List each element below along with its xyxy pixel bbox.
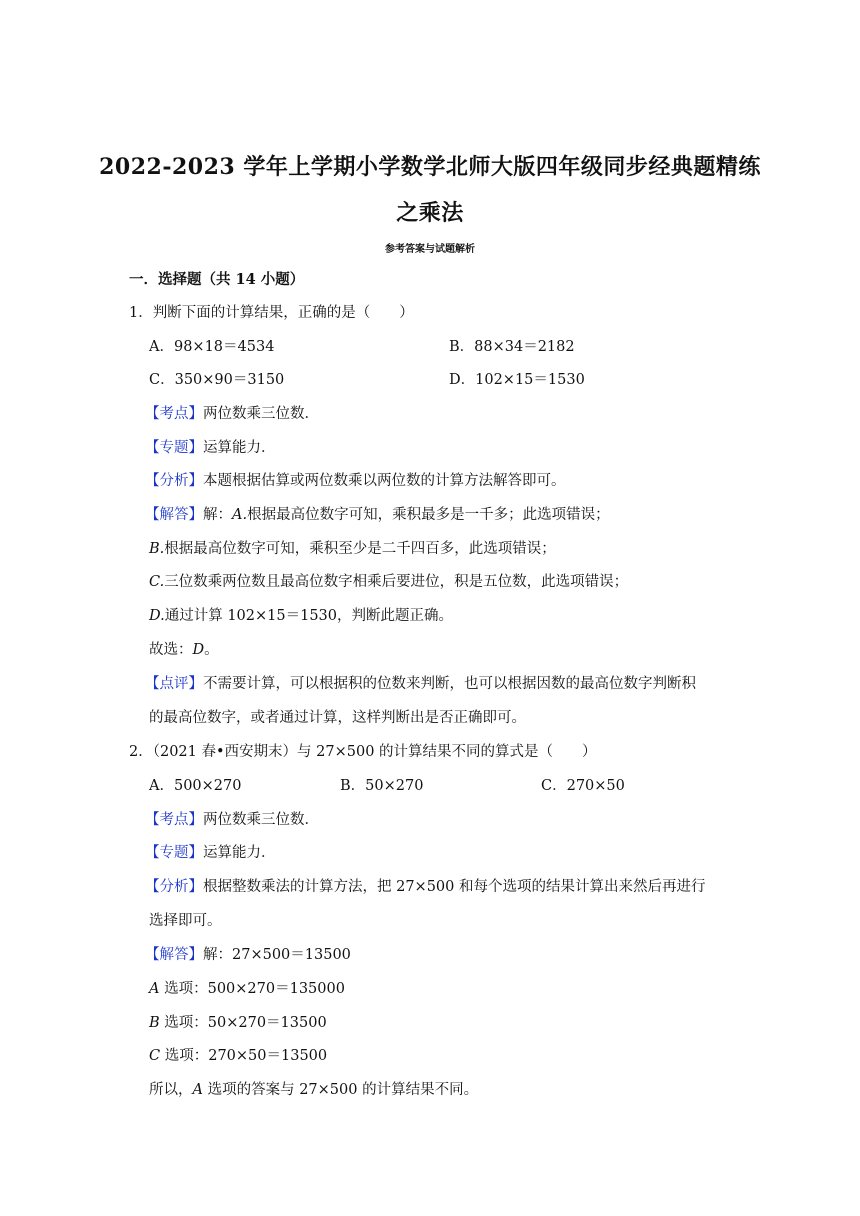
choice-letter: D bbox=[192, 642, 205, 658]
kaodian-text: 两位数乘三位数． bbox=[203, 812, 319, 828]
question-2-option-b: B．50×270 bbox=[340, 778, 424, 794]
reason-d-text: 通过计算 102×15＝1530，判断此题正确。 bbox=[164, 608, 454, 624]
jieda-tag: 【解答】 bbox=[145, 507, 203, 523]
question-1-reason-b bbox=[149, 540, 556, 558]
calc-c-text: 选项：270×50＝13500 bbox=[160, 1048, 328, 1064]
question-1-reason-d bbox=[149, 607, 453, 625]
calc-a-text: 选项：500×270＝135000 bbox=[159, 981, 345, 997]
reason-b-letter: B. bbox=[149, 541, 165, 557]
question-2-option-b-calc bbox=[149, 1014, 327, 1032]
question-2-kaodian bbox=[145, 811, 319, 829]
kaodian-text: 两位数乘三位数． bbox=[203, 406, 319, 422]
question-1-kaodian bbox=[145, 405, 319, 423]
question-1-option-c: C．350×90＝3150 bbox=[149, 372, 285, 388]
question-2-jieda bbox=[145, 946, 351, 964]
dianping-text-1: 不需要计算，可以根据积的位数来判断，也可以根据因数的最高位数字判断积 bbox=[203, 676, 696, 692]
jieda-a-letter: A. bbox=[232, 507, 248, 523]
conclusion-letter: A bbox=[192, 1082, 203, 1098]
reason-b-text: 根据最高位数字可知，乘积至少是二千四百多，此选项错误； bbox=[164, 541, 556, 557]
jieda-text: 解：27×500＝13500 bbox=[203, 947, 351, 963]
zhuanti-text: 运算能力． bbox=[203, 440, 276, 456]
question-2-conclusion bbox=[149, 1081, 478, 1099]
choice-suffix: 。 bbox=[204, 642, 219, 658]
dianping-tag: 【点评】 bbox=[145, 676, 203, 692]
question-1-reason-c bbox=[149, 573, 628, 591]
calc-b-letter: B bbox=[149, 1015, 160, 1031]
jieda-prefix: 解： bbox=[203, 507, 232, 523]
conclusion-prefix: 所以， bbox=[149, 1082, 193, 1098]
fenxi-text: 本题根据估算或两位数乘以两位数的计算方法解答即可。 bbox=[203, 473, 566, 489]
question-1-fenxi bbox=[145, 472, 566, 490]
zhuanti-tag: 【专题】 bbox=[145, 845, 203, 861]
jieda-tag: 【解答】 bbox=[145, 947, 203, 963]
question-2-option-c: C．270×50 bbox=[541, 778, 625, 794]
question-2-fenxi-cont: 选择即可。 bbox=[149, 913, 222, 929]
calc-c-letter: C bbox=[149, 1048, 161, 1064]
fenxi-tag: 【分析】 bbox=[145, 879, 203, 895]
fenxi-tag: 【分析】 bbox=[145, 473, 203, 489]
question-1-option-b: B．88×34＝2182 bbox=[449, 339, 575, 355]
kaodian-tag: 【考点】 bbox=[145, 406, 203, 422]
document-title-line1: 2022-2023 学年上学期小学数学北师大版四年级同步经典题精练 bbox=[99, 154, 761, 180]
calc-b-text: 选项：50×270＝13500 bbox=[159, 1015, 327, 1031]
document-subtitle: 参考答案与试题解析 bbox=[385, 244, 475, 255]
jieda-a-text: 根据最高位数字可知，乘积最多是一千多；此选项错误； bbox=[247, 507, 610, 523]
fenxi-text-1: 根据整数乘法的计算方法，把 27×500 和每个选项的结果计算出来然后再进行 bbox=[203, 879, 706, 895]
conclusion-text: 选项的答案与 27×500 的计算结果不同。 bbox=[202, 1082, 479, 1098]
question-1-option-d: D．102×15＝1530 bbox=[449, 372, 585, 388]
document-title-line2: 之乘法 bbox=[396, 200, 464, 226]
question-1-zhuanti bbox=[145, 439, 276, 457]
question-2-zhuanti bbox=[145, 844, 276, 862]
question-2-option-a-calc bbox=[149, 980, 345, 998]
reason-c-text: 三位数乘两位数且最高位数字相乘后要进位，积是五位数，此选项错误； bbox=[164, 574, 629, 590]
reason-d-letter: D. bbox=[149, 608, 165, 624]
question-1-stem: 1．判断下面的计算结果，正确的是（ ） bbox=[129, 305, 414, 321]
zhuanti-text: 运算能力． bbox=[203, 845, 276, 861]
reason-c-letter: C. bbox=[149, 574, 165, 590]
question-1-jieda bbox=[145, 506, 610, 524]
choice-prefix: 故选： bbox=[149, 642, 193, 658]
question-1-option-a: A．98×18＝4534 bbox=[149, 339, 275, 355]
question-2-option-c-calc bbox=[149, 1047, 327, 1065]
question-2-fenxi bbox=[145, 878, 706, 896]
kaodian-tag: 【考点】 bbox=[145, 812, 203, 828]
question-2-option-a: A．500×270 bbox=[149, 778, 242, 794]
section-heading: 一．选择题（共 14 小题） bbox=[129, 271, 305, 288]
zhuanti-tag: 【专题】 bbox=[145, 440, 203, 456]
calc-a-letter: A bbox=[149, 981, 160, 997]
question-1-dianping-cont: 的最高位数字，或者通过计算，这样判断出是否正确即可。 bbox=[149, 710, 526, 726]
question-1-dianping bbox=[145, 675, 696, 693]
question-1-choice bbox=[149, 641, 219, 659]
question-2-stem: 2．（2021 春•西安期末）与 27×500 的计算结果不同的算式是（ ） bbox=[129, 744, 597, 760]
